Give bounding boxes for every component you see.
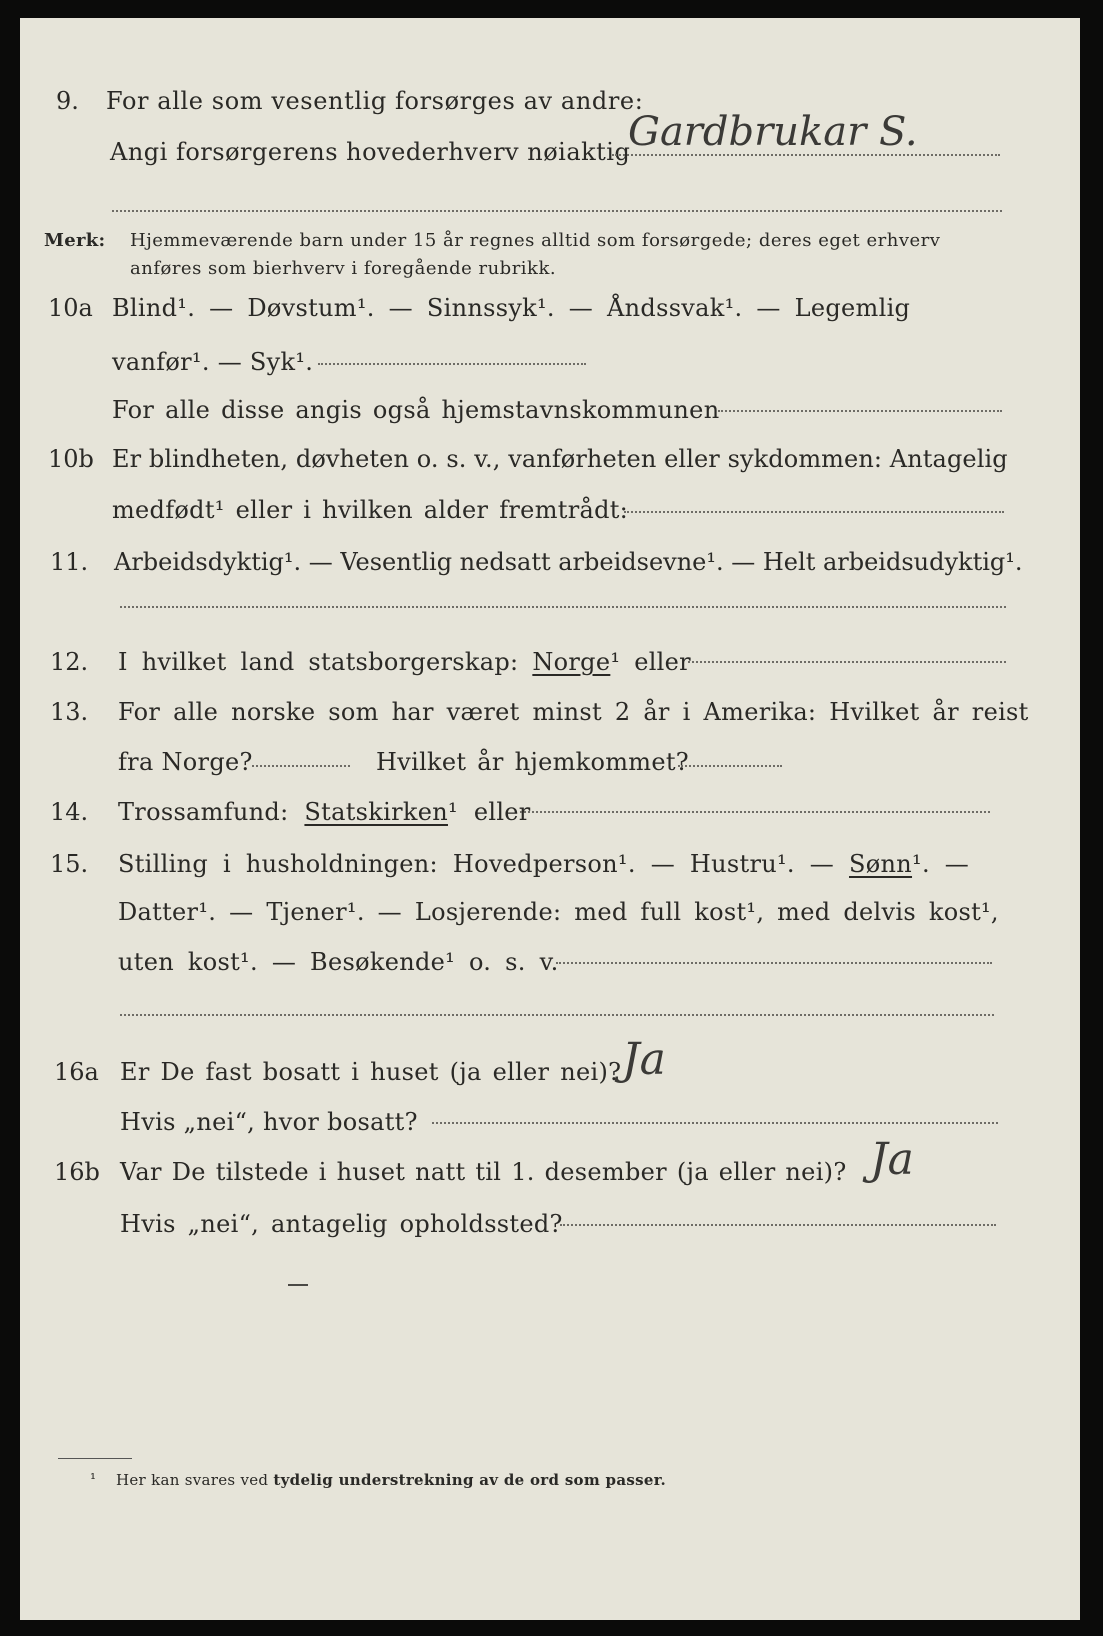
q13-line1: For alle norske som har været minst 2 år i Amerika: Hvilket år reist [118,698,1029,726]
footnote-text: Her kan svares ved tydelig understrekning av de ord som passer. [116,1471,667,1489]
q15-line3: uten kost¹. — Besøkende¹ o. s. v. [118,948,559,976]
q15-extra-line [120,1014,994,1016]
merk-line1: Hjemmeværende barn under 15 år regnes alltid som forsørgede; deres eget erhverv [130,230,941,251]
q10b-line2: medfødt¹ eller i hvilken alder fremtrådt: [112,496,629,524]
merk-line2: anføres som bierhverv i foregående rubrikk. [130,258,557,279]
footnote-mark: ¹ [90,1470,97,1488]
q13-line2b: Hvilket år hjemkommet? [376,748,689,776]
q16a-line2: Hvis „nei“, hvor bosatt? [120,1108,418,1136]
q16b-line2: Hvis „nei“, antagelig opholdssted? [120,1210,563,1238]
q16a-line1: Er De fast bosatt i huset (ja eller nei)? [120,1058,622,1086]
q15-underlined-answer: Sønn [849,850,913,878]
q10a-answer-line [318,363,586,365]
q16b-handwritten-answer: Ja [870,1134,914,1185]
q10b-number: 10b [48,445,94,473]
q14-number: 14. [50,798,89,826]
q9-line2: Angi forsørgerens hovederhverv nøiaktig [110,138,631,166]
q10a-line2: vanfør¹. — Syk¹. [112,348,314,376]
census-form-page [20,18,1080,1620]
q16a-handwritten-answer: Ja [622,1034,666,1085]
merk-label: Merk: [44,230,106,251]
q10b-answer-line [624,511,1004,513]
q11-line1: Arbeidsdyktig¹. — Vesentlig nedsatt arbeidsevne¹. — Helt arbeidsudyktig¹. [114,548,1023,576]
q10b-line1: Er blindheten, døvheten o. s. v., vanførheten eller sykdommen: Antagelig [112,445,1008,473]
q9-line1: For alle som vesentlig forsørges av andre: [106,87,644,115]
q16b-answer-line [560,1224,996,1226]
q15-line1: Stilling i husholdningen: Hovedperson¹. — Hustru¹. — Sønn¹. — [118,850,970,878]
q9-number: 9. [56,87,79,115]
q11-answer-line [120,606,1006,608]
q14-underlined-answer: Statskirken [304,798,448,826]
q14-answer-line [520,811,990,813]
q15-number: 15. [50,850,89,878]
q15-line2: Datter¹. — Tjener¹. — Losjerende: med full kost¹, med delvis kost¹, [118,898,999,926]
q9-extra-line [112,210,1002,212]
q10a-line1: Blind¹. — Døvstum¹. — Sinnssyk¹. — Åndssvak¹. — Legemlig [112,294,911,322]
q9-handwritten-answer: Gardbrukar S. [628,109,918,155]
q15-answer-line [556,962,992,964]
q13-number: 13. [50,698,89,726]
q16b-line1: Var De tilstede i huset natt til 1. desember (ja eller nei)? [120,1158,847,1186]
q12-underlined-answer: Norge [532,648,611,676]
q12-number: 12. [50,648,89,676]
q12-answer-line [688,661,1006,663]
q13-reist-line [252,765,350,767]
footnote-rule [58,1458,132,1459]
stray-pen-mark [288,1284,308,1286]
q10a-home-line [718,410,1002,412]
q13-line2a: fra Norge? [118,748,253,776]
q14-text: Trossamfund: Statskirken¹ eller [118,798,531,826]
q13-hjem-line [678,765,782,767]
q10a-number: 10a [48,294,93,322]
q16b-number: 16b [54,1158,100,1186]
q16a-answer-line [432,1122,998,1124]
q10a-line3: For alle disse angis også hjemstavnskommunen [112,396,720,424]
q12-text: I hvilket land statsborgerskap: Norge¹ eller [118,648,691,676]
q16a-number: 16a [54,1058,99,1086]
q11-number: 11. [50,548,89,576]
